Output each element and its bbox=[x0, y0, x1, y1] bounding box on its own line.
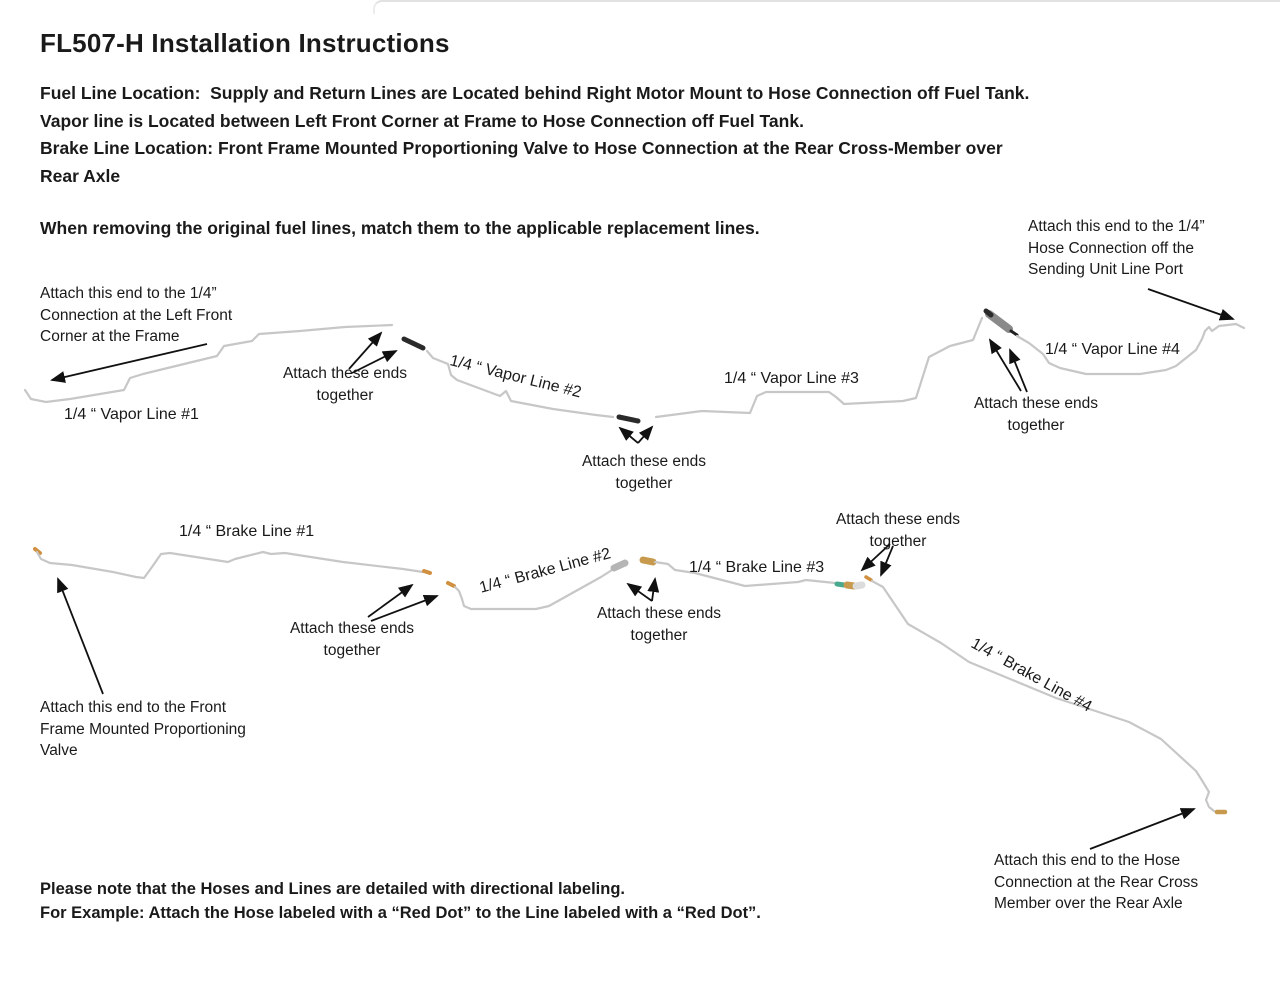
annotation-sending-unit bbox=[1028, 216, 1205, 281]
arrow-attach-brake12-a bbox=[368, 585, 412, 617]
annotation-rear-cross bbox=[994, 850, 1198, 915]
brake-line-3-green-band bbox=[837, 584, 844, 585]
footer-line-1: Please note that the Hoses and Lines are detailed with directional labeling. bbox=[40, 880, 625, 898]
annotation-line: Attach these ends bbox=[282, 365, 408, 382]
intro-line-1: Fuel Line Location: Supply and Return Lines are Located behind Right Motor Mount to Hose Connection off Fuel Tank. bbox=[40, 83, 1030, 103]
annotation-line: Valve bbox=[40, 742, 78, 759]
annotation-line: together bbox=[869, 532, 927, 550]
vapor-line-3-label: 1/4 “ Vapor Line #3 bbox=[724, 370, 859, 387]
annotation-line: Connection at the Rear Cross bbox=[994, 873, 1199, 891]
location-description bbox=[40, 80, 1029, 190]
annotation-line: together bbox=[630, 626, 688, 644]
annotation-attach-ends-vapor34 bbox=[970, 393, 1102, 436]
arrow-to-rear-cross-end bbox=[1090, 809, 1194, 849]
brake-line-2-end-fitting bbox=[614, 563, 625, 568]
arrow-attach-brake23-b bbox=[652, 579, 655, 601]
annotation-line: Corner at the Frame bbox=[40, 328, 180, 345]
annotation-attach-ends-brake23 bbox=[593, 603, 725, 646]
annotation-line: Member over the Rear Axle bbox=[994, 895, 1183, 912]
footer-line-2: For Example: Attach the Hose labeled with a “Red Dot” to the Line labeled with a “Red Dot”. bbox=[40, 904, 761, 922]
vapor-hose-tip-2 bbox=[619, 417, 638, 421]
vapor-hose-connector-end-dark bbox=[986, 311, 991, 315]
annotation-line: Attach these ends bbox=[596, 605, 722, 622]
vapor-line-3-tube bbox=[656, 318, 982, 417]
brake-line-2-label: 1/4 “ Brake Line #2 bbox=[477, 545, 613, 597]
brake-line-1-end-fitting bbox=[424, 571, 430, 573]
arrow-to-left-front-end bbox=[52, 344, 207, 380]
brake-line-3-start-fitting bbox=[643, 560, 653, 562]
annotation-line: together bbox=[1007, 416, 1065, 434]
vapor-line-1-label: 1/4 “ Vapor Line #1 bbox=[64, 406, 199, 423]
annotation-line: Attach these ends bbox=[289, 620, 415, 637]
intro-line-4: Rear Axle bbox=[40, 165, 121, 186]
page-title: FL507-H Installation Instructions bbox=[40, 28, 450, 58]
arrow-to-sending-unit-end bbox=[1148, 289, 1233, 319]
vapor-hose-tip-1 bbox=[404, 339, 423, 348]
intro-line-3: Brake Line Location: Front Frame Mounted Proportioning Valve to Hose Connection at the Rear Cross-Member over bbox=[40, 138, 1003, 158]
brake-line-1-label: 1/4 “ Brake Line #1 bbox=[179, 523, 315, 540]
annotation-line: Sending Unit Line Port bbox=[1028, 261, 1184, 278]
annotation-attach-ends-brake12 bbox=[286, 618, 418, 661]
arrow-attach-vapor23-a bbox=[620, 428, 638, 443]
arrow-attach-brake23-a bbox=[628, 584, 652, 601]
annotation-line: Attach this end to the Hose bbox=[994, 852, 1181, 869]
annotation-attach-ends-vapor12 bbox=[279, 363, 411, 406]
annotation-line: Attach these ends bbox=[581, 453, 707, 470]
annotation-line: Attach these ends bbox=[835, 511, 961, 528]
annotation-attach-ends-vapor23 bbox=[578, 451, 710, 494]
annotation-line: Hose Connection off the bbox=[1028, 239, 1195, 257]
annotation-attach-ends-brake34 bbox=[832, 509, 964, 552]
vapor-line-2-label: 1/4 “ Vapor Line #2 bbox=[448, 352, 584, 402]
annotation-prop-valve bbox=[40, 697, 246, 762]
annotation-line: Attach this end to the 1/4” bbox=[1028, 218, 1205, 235]
brake-line-4-start-fitting bbox=[866, 577, 871, 580]
annotation-line: Attach this end to the 1/4” bbox=[40, 285, 217, 302]
brake-line-2-start-fitting bbox=[448, 583, 454, 586]
annotation-line: together bbox=[316, 386, 374, 404]
brake-line-4-label: 1/4 “ Brake Line #4 bbox=[968, 635, 1095, 716]
intro-line-2: Vapor line is Located between Left Front Corner at Frame to Hose Connection off Fuel Tank. bbox=[40, 110, 804, 131]
arrow-to-prop-valve-end bbox=[58, 579, 103, 694]
vapor-line-4-label: 1/4 “ Vapor Line #4 bbox=[1045, 341, 1180, 358]
brake-line-4-tube bbox=[872, 581, 1216, 812]
annotation-left-front-corner bbox=[40, 283, 232, 348]
match-note: When removing the original fuel lines, match them to the applicable replacement lines. bbox=[40, 218, 760, 238]
brake-line-3-end-cap bbox=[856, 585, 862, 586]
annotation-line: Attach this end to the Front bbox=[40, 699, 227, 716]
annotation-line: together bbox=[615, 474, 673, 492]
annotation-line: Frame Mounted Proportioning bbox=[40, 720, 246, 738]
annotation-line: Connection at the Left Front bbox=[40, 306, 233, 324]
brake-line-1-tube bbox=[37, 552, 423, 578]
vapor-hose-connector-tip bbox=[1011, 331, 1017, 335]
annotation-line: Attach these ends bbox=[973, 395, 1099, 412]
arrow-attach-vapor23-b bbox=[638, 427, 652, 443]
annotation-line: together bbox=[323, 641, 381, 659]
brake-line-3-label: 1/4 “ Brake Line #3 bbox=[689, 559, 825, 576]
directional-labeling-note bbox=[40, 877, 761, 925]
